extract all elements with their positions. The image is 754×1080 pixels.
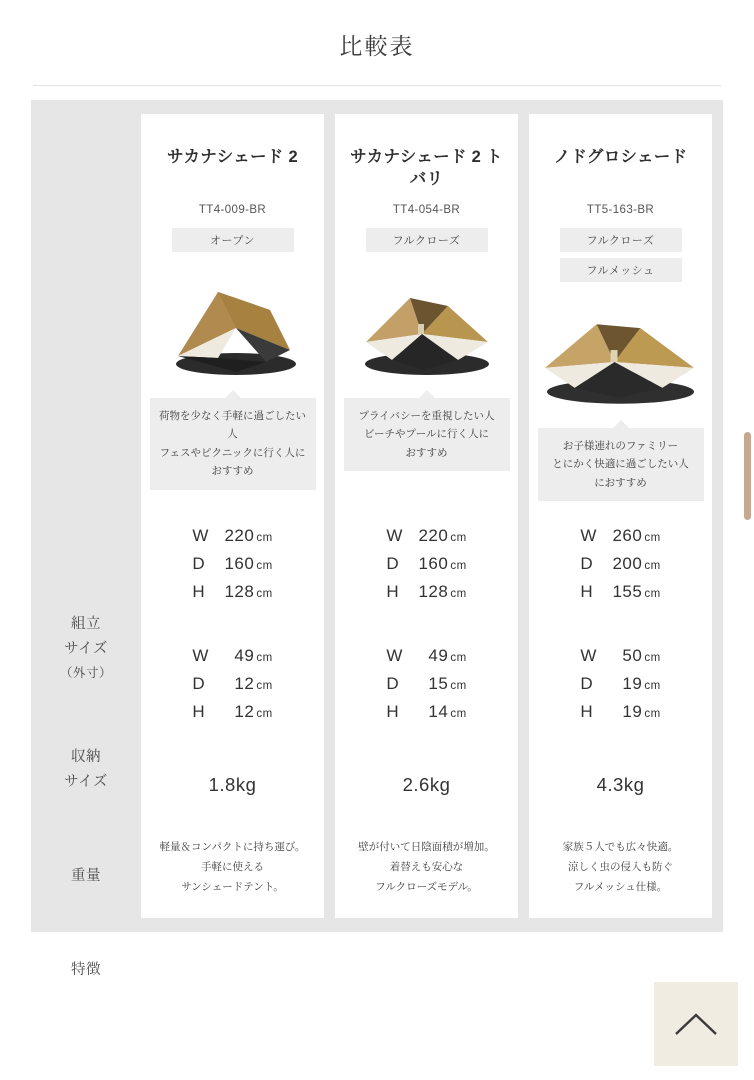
- product-code: TT4-054-BR: [392, 204, 461, 216]
- product-tag: フルクローズ: [366, 228, 488, 252]
- unit-cm: cm: [256, 680, 273, 693]
- unit-cm: cm: [256, 532, 273, 544]
- product-tags: [343, 228, 510, 252]
- unit-cm: cm: [256, 708, 273, 721]
- assembly-d: 160: [418, 554, 449, 574]
- unit-cm: cm: [644, 708, 661, 721]
- unit-cm: cm: [450, 680, 467, 693]
- tent-fullclose-icon: [343, 264, 510, 382]
- product-code: TT5-163-BR: [586, 204, 655, 216]
- storage-d: 12: [234, 674, 255, 694]
- weight-number: 2.6: [402, 774, 430, 795]
- dim-key-h: H: [386, 582, 400, 602]
- storage-w: 49: [428, 646, 449, 665]
- assembly-h: 128: [224, 582, 255, 602]
- unit-cm: cm: [256, 560, 273, 573]
- feature-text: 軽量＆コンパクトに持ち運び。 手軽に使える サンシェードテント。: [159, 841, 306, 893]
- product-columns: [141, 114, 713, 918]
- product-column[interactable]: [335, 114, 518, 918]
- product-code: TT4-009-BR: [198, 204, 267, 216]
- feature-text: 家族５人でも広々快適。 涼しく虫の侵入も防ぐ フルメッシュ仕様。: [562, 841, 679, 893]
- product-tag: フルメッシュ: [560, 258, 682, 282]
- dim-key-d: D: [192, 554, 206, 574]
- storage-size-values: [335, 642, 518, 726]
- dim-key-h: H: [386, 702, 400, 722]
- dim-key-d: D: [580, 554, 594, 574]
- unit-cm: cm: [450, 560, 467, 573]
- assembly-size-values: [529, 522, 712, 606]
- storage-w: 50: [622, 646, 643, 665]
- comparison-panel: [31, 100, 723, 978]
- unit-cm: cm: [644, 532, 661, 544]
- row-label-weight: 重量: [71, 868, 101, 884]
- dim-key-d: D: [192, 674, 206, 694]
- recommend-bubble-wrap: [149, 398, 316, 490]
- storage-size-values: [141, 642, 324, 726]
- unit-kg: kg: [429, 774, 451, 795]
- unit-kg: kg: [235, 774, 257, 795]
- assembly-size-values: [141, 522, 324, 606]
- tent-open-icon: [149, 264, 316, 382]
- unit-cm: cm: [644, 652, 661, 664]
- weight-value: [141, 774, 324, 796]
- unit-cm: cm: [450, 708, 467, 721]
- recommend-bubble-wrap: [537, 428, 704, 501]
- unit-cm: cm: [256, 652, 273, 664]
- feature-text: 壁が付いて日陰面積が増加。 着替えも安心な フルクローズモデル。: [358, 841, 495, 893]
- weight-number: 4.3: [596, 774, 624, 795]
- storage-size-values: [529, 642, 712, 726]
- row-label-storage: 収納 サイズ: [64, 749, 108, 791]
- storage-d: 19: [622, 674, 643, 694]
- row-label-feature: 特徴: [71, 962, 101, 978]
- product-tag: フルクローズ: [560, 228, 682, 252]
- weight-number: 1.8: [208, 774, 236, 795]
- unit-cm: cm: [644, 588, 661, 601]
- unit-cm: cm: [450, 652, 467, 664]
- recommend-bubble: プライバシーを重視したい人 ビーチやプールに行く人に おすすめ: [344, 398, 510, 471]
- dim-key-w: W: [580, 646, 597, 665]
- unit-kg: kg: [623, 774, 645, 795]
- storage-d: 15: [428, 674, 449, 694]
- unit-cm: cm: [644, 680, 661, 693]
- unit-cm: cm: [450, 588, 467, 601]
- weight-value: [529, 774, 712, 796]
- storage-h: 19: [622, 702, 643, 722]
- product-tags: [149, 228, 316, 252]
- dim-key-h: H: [580, 582, 594, 602]
- unit-cm: cm: [644, 560, 661, 573]
- dim-key-d: D: [580, 674, 594, 694]
- assembly-w: 220: [224, 526, 255, 545]
- assembly-w: 260: [612, 526, 643, 545]
- assembly-d: 160: [224, 554, 255, 574]
- dim-key-w: W: [192, 526, 209, 545]
- storage-w: 49: [234, 646, 255, 665]
- product-tag: オープン: [172, 228, 294, 252]
- unit-cm: cm: [256, 588, 273, 601]
- dim-key-d: D: [386, 674, 400, 694]
- assembly-w: 220: [418, 526, 449, 545]
- product-tags: [537, 228, 704, 282]
- row-label-assembly: 組立 サイズ （外寸）: [59, 616, 112, 680]
- dim-key-w: W: [192, 646, 209, 665]
- storage-h: 12: [234, 702, 255, 722]
- assembly-size-values: [335, 522, 518, 606]
- dim-key-w: W: [386, 646, 403, 665]
- chevron-up-icon: [673, 1011, 719, 1037]
- assembly-h: 128: [418, 582, 449, 602]
- dim-key-d: D: [386, 554, 400, 574]
- assembly-h: 155: [612, 582, 643, 602]
- dim-key-h: H: [192, 582, 206, 602]
- unit-cm: cm: [450, 532, 467, 544]
- product-name: ノドグロシェード: [553, 148, 688, 166]
- dim-key-w: W: [386, 526, 403, 545]
- tent-large-icon: [537, 294, 704, 412]
- recommend-bubble-wrap: [343, 398, 510, 471]
- product-name: サカナシェード 2: [167, 148, 298, 166]
- recommend-bubble: 荷物を少なく手軽に過ごしたい人 フェスやピクニックに行く人に おすすめ: [150, 398, 316, 490]
- product-column[interactable]: [141, 114, 324, 918]
- weight-value: [335, 774, 518, 796]
- product-column[interactable]: [529, 114, 712, 918]
- dim-key-h: H: [580, 702, 594, 722]
- back-to-top-button[interactable]: [654, 982, 738, 1066]
- page-title: 比較表: [339, 33, 415, 59]
- recommend-bubble: お子様連れのファミリー とにかく快適に過ごしたい人 におすすめ: [538, 428, 704, 501]
- vertical-scrollbar[interactable]: [744, 432, 751, 520]
- storage-h: 14: [428, 702, 449, 722]
- dim-key-h: H: [192, 702, 206, 722]
- title-divider: [33, 85, 721, 86]
- assembly-d: 200: [612, 554, 643, 574]
- dim-key-w: W: [580, 526, 597, 545]
- product-name: サカナシェード 2 トバリ: [350, 148, 503, 189]
